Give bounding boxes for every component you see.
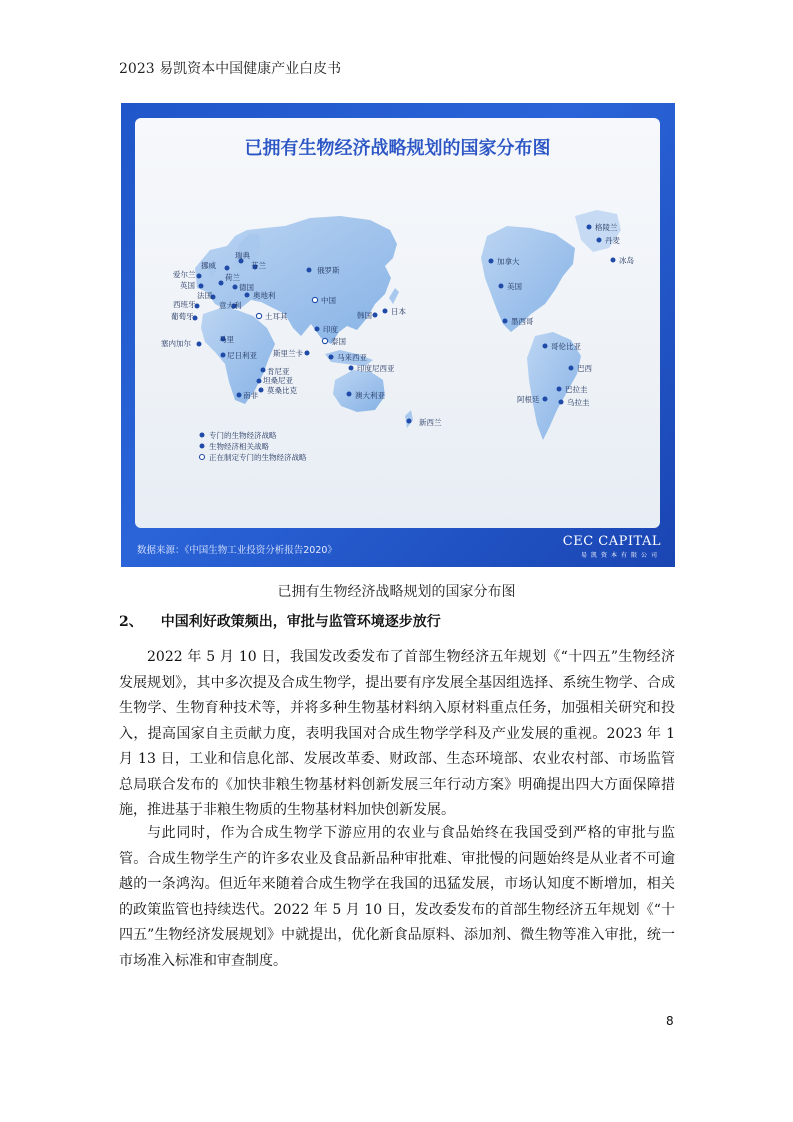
label-russia: 俄罗斯 — [317, 266, 340, 275]
section-heading — [119, 611, 441, 631]
marker-mexico — [503, 319, 508, 324]
label-denmark: 丹麦 — [605, 236, 620, 245]
label-indonesia: 印度尼西亚 — [357, 364, 395, 373]
marker-india — [315, 327, 320, 332]
japan-landmass — [389, 288, 399, 304]
map-title: 已拥有生物经济战略规划的国家分布图 — [244, 138, 551, 159]
marker-southafrica — [237, 393, 242, 398]
world-map — [135, 118, 660, 528]
marker-greenland — [587, 225, 592, 230]
map-legend — [200, 430, 307, 462]
label-argentina: 阿根廷 — [517, 395, 540, 404]
legend-label-developing: 正在制定专门的生物经济战略 — [209, 453, 307, 462]
label-kenya: 肯尼亚 — [267, 367, 290, 376]
marker-nigeria — [221, 353, 226, 358]
paragraph-2: 与此同时，作为合成生物学下游应用的农业与食品始终在我国受到严格的审批与监管。合成生物学生产的许多农业及食品新品种审批难、审批慢的问题始终是从业者不可逾越的一条鸿沟。但近年来随着合成生物学在我国的迅猛发展，市场认知度不断增加，相关的政策监管也持续迭代。2022 年 5 月 10 日，发改委发布的首部生物经济五年规划《“十四五”生物经济发展规划》中就提出，优化新食品原料、添加剂、微生物等准入审批，统一市场准入标准和审查制度。 — [119, 825, 675, 969]
label-japan: 日本 — [391, 307, 406, 316]
label-uruguay: 乌拉圭 — [567, 398, 590, 407]
marker-indonesia — [349, 366, 354, 371]
marker-tanzania — [257, 379, 262, 384]
marker-mozambique — [259, 388, 264, 393]
paragraph-1: 2022 年 5 月 10 日，我国发改委发布了首部生物经济五年规划《“十四五”生物经济发展规划》，其中多次提及合成生物学，提出要有序发展全基因组选择、系统生物学、合成生物学、生物育种技术等，并将多种生物基材料纳入原材料重点任务，加强相关研究和投入，提高国家自主贡献力度，表明我国对合成生物学学科及产业发展的重视。2023 年 1 月 13 日，工业和信息化部、发展改革委、财政部、生态环境部、农业农村部、市场监管总局联合发布的《加快非粮生物基材料创新发展三年行动方案》明确提出四大方面保障措施，推进基于非粮生物质的生物基材料加快创新发展。 — [119, 649, 675, 818]
label-mali: 马里 — [219, 335, 234, 344]
label-netherlands: 荷兰 — [225, 273, 240, 282]
label-usa: 美国 — [507, 282, 522, 291]
label-greenland: 格陵兰 — [595, 223, 618, 232]
label-brazil: 巴西 — [577, 364, 592, 373]
section-title: 中国利好政策频出，审批与监管环境逐步放行 — [160, 614, 441, 630]
logo-sub-text: 易凯资本有限公司 — [580, 552, 661, 559]
marker-canada — [489, 259, 494, 264]
label-france: 法国 — [197, 291, 212, 300]
marker-usa — [499, 284, 504, 289]
marker-ireland — [197, 274, 202, 279]
marker-russia — [307, 268, 312, 273]
figure-footer — [121, 528, 675, 567]
marker-argentina — [543, 397, 548, 402]
label-canada: 加拿大 — [497, 257, 520, 266]
marker-korea — [373, 313, 378, 318]
marker-colombia — [543, 344, 548, 349]
label-paraguay: 巴拉圭 — [565, 385, 588, 394]
legend-marker-related — [200, 444, 205, 449]
marker-turkey — [256, 313, 261, 318]
label-iceland: 冰岛 — [619, 256, 634, 265]
label-turkey: 土耳其 — [265, 312, 288, 321]
label-colombia: 哥伦比亚 — [551, 342, 581, 351]
legend-label-dedicated: 专门的生物经济战略 — [209, 431, 277, 440]
label-ireland: 爱尔兰 — [173, 270, 196, 279]
marker-denmark — [597, 238, 602, 243]
label-finland: 芬兰 — [251, 261, 266, 270]
marker-netherlands — [219, 281, 224, 286]
marker-kenya — [261, 368, 266, 373]
cec-capital-logo — [563, 534, 661, 559]
label-india: 印度 — [323, 325, 338, 334]
label-newzealand: 新西兰 — [419, 418, 442, 427]
marker-thailand — [322, 338, 327, 343]
label-germany: 德国 — [239, 283, 254, 292]
marker-austria — [245, 293, 250, 298]
marker-srilanka — [305, 351, 310, 356]
label-southafrica: 南非 — [243, 391, 258, 400]
marker-brazil — [569, 366, 574, 371]
marker-china — [312, 297, 317, 302]
label-austria: 奥地利 — [253, 291, 276, 300]
map-figure — [121, 103, 675, 567]
label-spain: 西班牙 — [173, 300, 196, 309]
marker-iceland — [611, 258, 616, 263]
logo-main-text: CEC CAPITAL — [562, 534, 661, 549]
label-nigeria: 尼日利亚 — [227, 351, 257, 360]
legend-marker-dedicated — [200, 433, 205, 438]
marker-uk — [199, 284, 204, 289]
label-thailand: 泰国 — [331, 337, 346, 346]
figure-caption: 已拥有生物经济战略规划的国家分布图 — [277, 584, 516, 600]
label-malaysia: 马来西亚 — [337, 353, 367, 362]
marker-uruguay — [559, 400, 564, 405]
marker-senegal — [197, 342, 202, 347]
label-srilanka: 斯里兰卡 — [273, 349, 303, 358]
map-panel — [135, 118, 660, 528]
marker-newzealand — [407, 419, 412, 424]
label-mozambique: 莫桑比克 — [267, 386, 297, 395]
legend-marker-developing — [200, 455, 205, 460]
label-norway: 挪威 — [201, 261, 216, 270]
label-italy: 意大利 — [219, 301, 242, 310]
label-senegal: 塞内加尔 — [161, 339, 191, 348]
label-portugal: 葡萄牙 — [171, 312, 194, 321]
page-header: 2023 易凯资本中国健康产业白皮书 — [119, 61, 342, 77]
legend-label-related: 生物经济相关战略 — [209, 442, 269, 451]
label-mexico: 墨西哥 — [511, 317, 534, 326]
marker-australia — [347, 392, 352, 397]
marker-malaysia — [329, 355, 334, 360]
label-china: 中国 — [321, 296, 336, 305]
label-korea: 韩国 — [357, 311, 372, 320]
figure-source: 数据来源：《中国生物工业投资分析报告2020》 — [137, 545, 337, 556]
marker-germany — [233, 285, 238, 290]
marker-norway — [225, 266, 230, 271]
marker-japan — [383, 309, 388, 314]
label-tanzania: 坦桑尼亚 — [263, 376, 293, 385]
marker-paraguay — [557, 387, 562, 392]
label-australia: 澳大利亚 — [355, 391, 385, 400]
section-number: 2、 — [119, 614, 143, 630]
label-sweden: 瑞典 — [235, 251, 250, 260]
label-uk: 英国 — [180, 281, 195, 290]
page-number: 8 — [666, 1014, 674, 1028]
